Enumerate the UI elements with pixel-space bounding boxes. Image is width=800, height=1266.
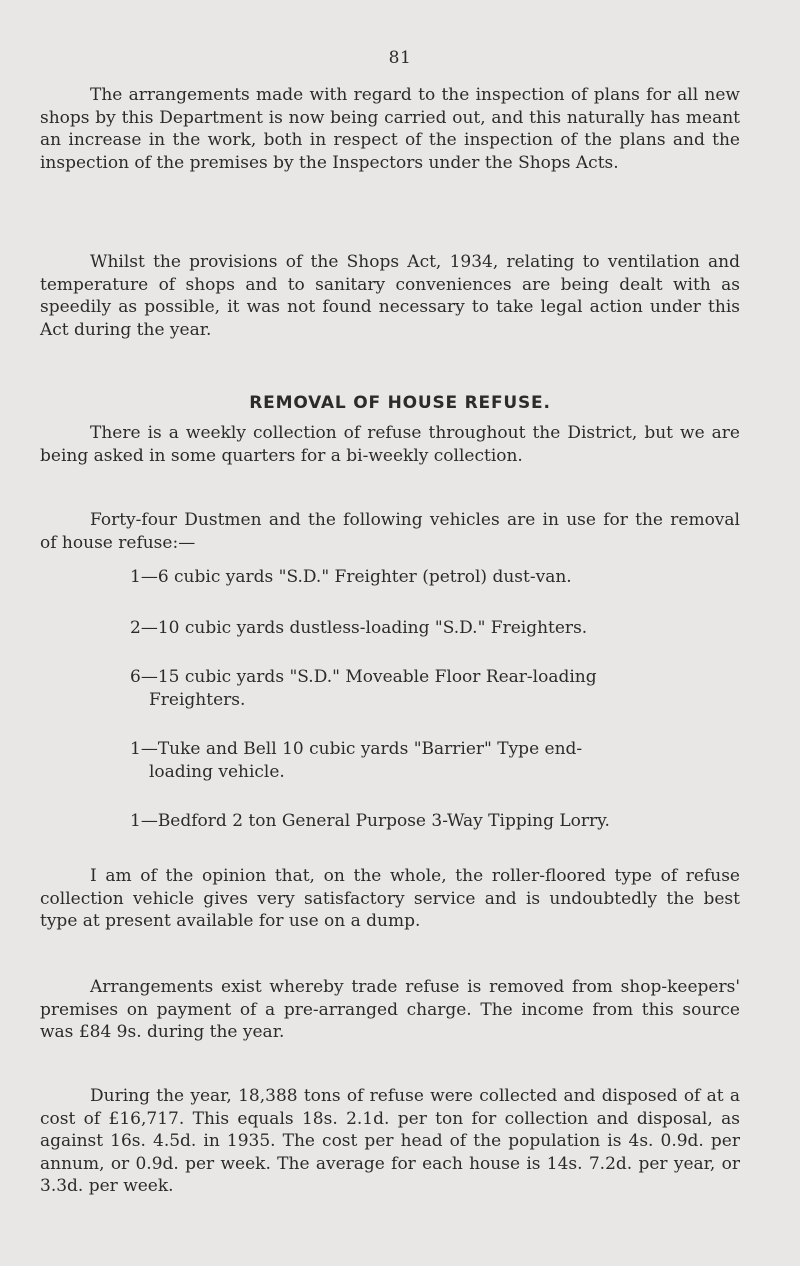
vehicle-list-item [130, 617, 710, 640]
vehicle-line: 1—Bedford 2 ton General Purpose 3-Way Tipping Lorry. [130, 811, 610, 831]
paragraph-roller-floored [40, 865, 740, 933]
vehicle-line: 2—10 cubic yards dustless-loading "S.D." Freighters. [130, 618, 588, 638]
vehicle-line-continued: loading vehicle. [149, 761, 285, 782]
paragraph-plans-inspection [40, 84, 740, 174]
vehicle-list-item [130, 738, 710, 783]
vehicle-line: 1—6 cubic yards "S.D." Freighter (petrol) dust-van. [130, 567, 572, 587]
section-heading: REMOVAL OF HOUSE REFUSE. [249, 393, 551, 413]
vehicle-line: 6—15 cubic yards "S.D." Moveable Floor Rear-loading [130, 667, 597, 687]
page-number: 81 [388, 48, 412, 68]
vehicle-line-continued: Freighters. [149, 689, 246, 710]
vehicle-line: 1—Tuke and Bell 10 cubic yards "Barrier" Type end- [130, 739, 583, 759]
paragraph-text: The arrangements made with regard to the inspection of plans for all new shops by this Department is now being carried out, and this naturally has meant an increase in the work, both in respect of the inspection of the plans and the inspection of the premises by the Inspectors under the Shops Acts. [40, 85, 740, 173]
paragraph-shops-act [40, 251, 740, 341]
paragraph-dustmen-vehicles [40, 509, 740, 554]
paragraph-text: I am of the opinion that, on the whole, the roller-floored type of refuse collection vehicle gives very satisfactory service and is undoubtedly the best type at present available for use on a dump. [40, 866, 740, 931]
vehicle-list-item [130, 810, 710, 833]
paragraph-text: Arrangements exist whereby trade refuse is removed from shop-keepers' premises on payment of a pre-arranged charge. The income from this source was £84 9s. during the year. [40, 977, 740, 1042]
paragraph-weekly-collection [40, 422, 740, 467]
vehicle-list-item [130, 666, 710, 711]
paragraph-trade-refuse [40, 976, 740, 1044]
vehicle-list-item [130, 566, 710, 589]
paragraph-refuse-costs [40, 1085, 740, 1198]
paragraph-text: Whilst the provisions of the Shops Act, 1934, relating to ventilation and temperature of shops and to sanitary conveniences are being dealt with as speedily as possible, it was not found necessary to take legal action under this Act during the year. [40, 252, 740, 340]
paragraph-text: During the year, 18,388 tons of refuse were collected and disposed of at a cost of £16,717. This equals 18s. 2.1d. per ton for collection and disposal, as against 16s. 4.5d. in 1935. The cost per head of the population is 4s. 0.9d. per annum, or 0.9d. per week. The average for each house is 14s. 7.2d. per year, or 3.3d. per week. [40, 1086, 740, 1196]
paragraph-text: There is a weekly collection of refuse throughout the District, but we are being asked in some quarters for a bi-weekly collection. [40, 423, 740, 466]
paragraph-text: Forty-four Dustmen and the following vehicles are in use for the removal of house refuse:— [40, 510, 740, 553]
